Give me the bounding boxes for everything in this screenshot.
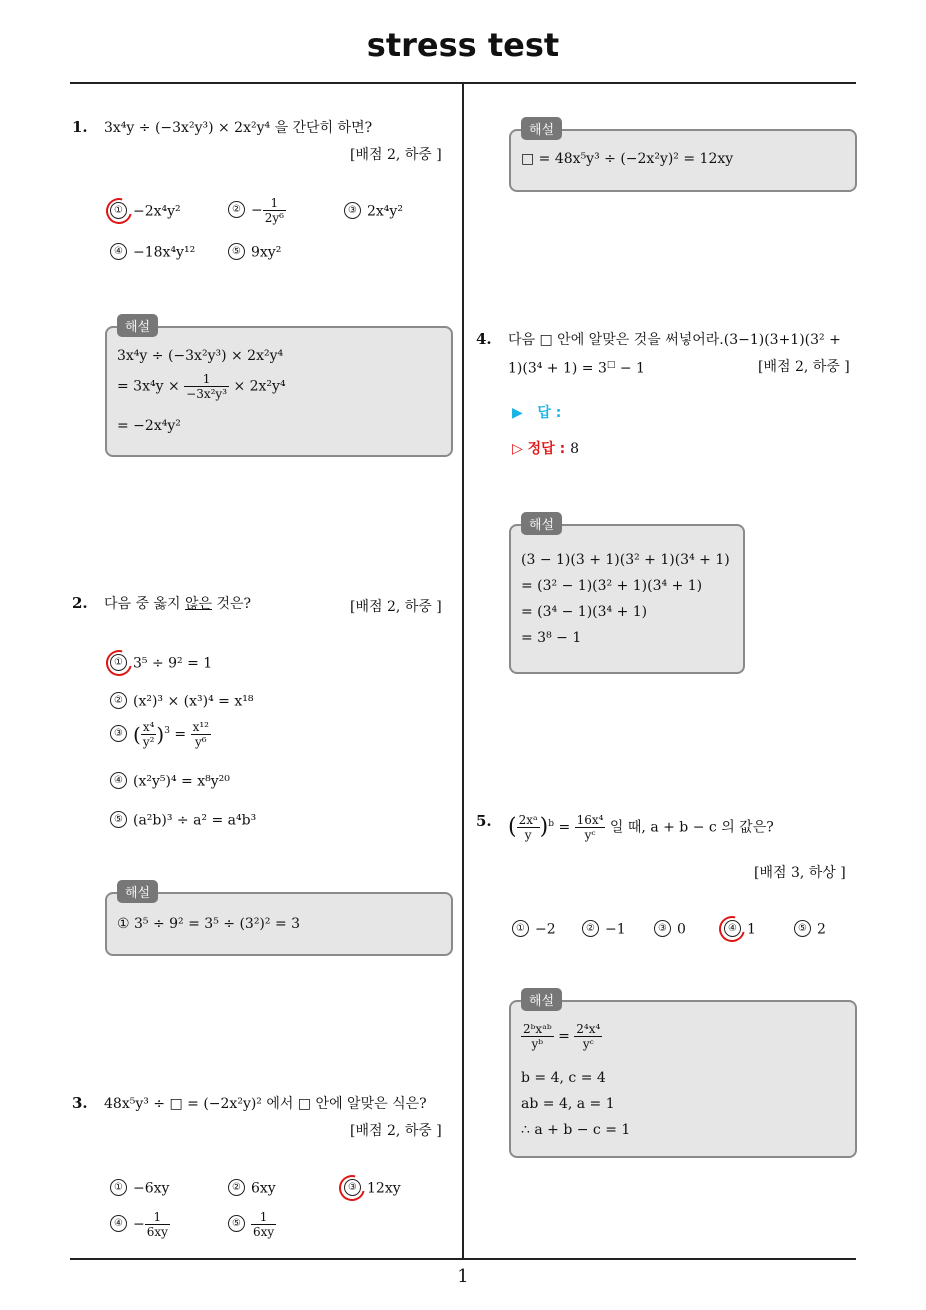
q3-text: 48x⁵y³ ÷ □ = (−2x²y)² 에서 □ 안에 알맞은 식은? (104, 1096, 427, 1112)
option-text: 2 (817, 921, 826, 938)
option-number: ③ (654, 920, 671, 937)
option-number: ③ (110, 725, 127, 742)
solution-label: 해설 (521, 512, 562, 535)
option-number: ⑤ (110, 811, 127, 828)
option-number: ③ (344, 202, 361, 219)
solution-line: □ = 48x⁵y³ ÷ (−2x²y)² = 12xy (521, 151, 734, 167)
option-number: ⑤ (228, 1215, 245, 1232)
option-number: ② (228, 1179, 245, 1196)
solution-line: = (3⁴ − 1)(3⁴ + 1) (521, 604, 648, 620)
option-number: ① (110, 202, 127, 219)
q1-meta: [배점 2, 하중 ] (350, 147, 442, 163)
q1-option-3[interactable] (344, 203, 403, 220)
q1-option-5[interactable] (228, 244, 281, 261)
solution-line: 3x⁴y ÷ (−3x²y³) × 2x²y⁴ (117, 348, 284, 364)
option-text: 3⁵ ÷ 9² = 1 (133, 655, 213, 672)
q2-text: 다음 중 옳지 않은 것은? (104, 596, 252, 612)
solution-line: = −2x⁴y² (117, 418, 181, 434)
q5-option-3[interactable] (654, 921, 686, 938)
q4-number: 4. (476, 330, 492, 348)
option-number: ④ (110, 243, 127, 260)
solution-line: $\frac{\text{2ᵇxᵃᵇ}}{\text{yᵇ}}$ = $\frac{\text{2⁴x⁴}}{\text{yᶜ}}$ (523, 1022, 601, 1051)
q2-number: 2. (72, 594, 88, 612)
q2-option-5[interactable] (110, 812, 256, 829)
q1-text: 3x⁴y ÷ (−3x²y³) × 2x²y⁴ 을 간단히 하면? (104, 120, 373, 136)
triangle-open-icon: ▷ (512, 441, 523, 457)
solution-line: = 3⁸ − 1 (521, 630, 582, 646)
q2-meta: [배점 2, 하중 ] (350, 599, 442, 615)
option-number: ⑤ (794, 920, 811, 937)
option-number: ⑤ (228, 243, 245, 260)
q4-meta: [배점 2, 하중 ] (758, 359, 850, 375)
option-number: ② (228, 201, 245, 218)
q4-text-line1: 다음 □ 안에 알맞은 것을 써넣어라.(3−1)(3+1)(3² + (508, 332, 841, 348)
q2-option-2[interactable] (110, 693, 253, 710)
fraction: $\frac{1}{\text{2y⁶}}$ (264, 196, 284, 225)
q5-solution-box (509, 994, 857, 1158)
q5-option-2[interactable] (582, 921, 626, 938)
option-text: (x²y⁵)⁴ = x⁸y²⁰ (133, 773, 230, 790)
option-number: ① (110, 1179, 127, 1196)
option-text: −18x⁴y¹² (133, 244, 196, 261)
solution-line: = 3x⁴y × $\frac{1}{\text{−3x²y³}}$ × 2x²y⁴ (117, 372, 286, 401)
option-text: 12xy (367, 1180, 401, 1197)
solution-line: ① 3⁵ ÷ 9² = 3⁵ ÷ (3²)² = 3 (117, 916, 301, 932)
q2-option-4[interactable] (110, 773, 230, 790)
q3-number: 3. (72, 1094, 88, 1112)
solution-label: 해설 (117, 314, 158, 337)
q3-option-4[interactable]: ④ − $\frac{1}{6xy}$ (110, 1210, 170, 1239)
correct-answer: ▷ 정답 : 8 (512, 441, 579, 457)
option-text: 2x⁴y² (367, 203, 403, 220)
q5-number: 5. (476, 812, 492, 830)
option-number: ③ (344, 1179, 361, 1196)
option-text: (a²b)³ ÷ a² = a⁴b³ (133, 812, 257, 829)
solution-label: 해설 (117, 880, 158, 903)
q3-option-5[interactable]: ⑤ $\frac{1}{6xy}$ (228, 1210, 276, 1239)
option-text: 0 (677, 921, 686, 938)
answer-mark (101, 645, 137, 681)
q1-option-4[interactable] (110, 244, 195, 261)
option-text: 6xy (251, 1180, 276, 1197)
q1-option-2[interactable] (228, 196, 286, 225)
answer-mark (334, 1170, 370, 1206)
q4-text-line2: 1)(3⁴ + 1) = 3□ − 1 (508, 360, 645, 377)
q1-solution-box (105, 320, 453, 457)
page-title: stress test (366, 26, 560, 64)
option-number: ④ (724, 920, 741, 937)
solution-label: 해설 (521, 988, 562, 1011)
option-number: ② (110, 692, 127, 709)
q3-option-2[interactable] (228, 1180, 276, 1197)
option-text: −1 (605, 921, 626, 938)
answer-mark (714, 911, 750, 947)
bottom-rule (70, 1258, 856, 1260)
option-number: ④ (110, 772, 127, 789)
solution-line: ab = 4, a = 1 (521, 1096, 615, 1112)
solution-line: = (3² − 1)(3² + 1)(3⁴ + 1) (521, 578, 703, 594)
option-number: ① (512, 920, 529, 937)
option-text: −6xy (133, 1180, 170, 1197)
solution-line: (3 − 1)(3 + 1)(3² + 1)(3⁴ + 1) (521, 552, 730, 568)
answer-mark (101, 193, 137, 229)
solution-line: b = 4, c = 4 (521, 1070, 606, 1086)
option-number: ④ (110, 1215, 127, 1232)
page-number: 1 (457, 1266, 469, 1287)
q3-solution-box (509, 123, 857, 192)
q5-meta: [배점 3, 하상 ] (754, 865, 846, 881)
option-text: − (133, 1216, 145, 1233)
option-number: ① (110, 654, 127, 671)
option-text: − (251, 202, 263, 219)
q1-number: 1. (72, 118, 88, 136)
q2-solution-box (105, 886, 453, 956)
option-text: 9xy² (251, 244, 282, 261)
q3-meta: [배점 2, 하중 ] (350, 1123, 442, 1139)
q4-solution-box (509, 518, 745, 674)
option-number: ② (582, 920, 599, 937)
q3-option-1[interactable] (110, 1180, 169, 1197)
option-text: (x²)³ × (x³)⁴ = x¹⁸ (133, 693, 254, 710)
q2-option-3[interactable]: ③ ( $\frac{\text{x⁴}}{\text{y²}}$ )$^3$ = $\frac{\text{x¹²}}{\text{y⁶}}$ (110, 720, 211, 749)
triangle-filled-icon: ▶ (512, 405, 523, 421)
q5-option-1[interactable] (512, 921, 556, 938)
q5-option-5[interactable] (794, 921, 826, 938)
answer-field-label[interactable]: ▶ 답 : (512, 405, 562, 421)
q5-text: ( $\frac{\text{2xᵃ}}{y}$ )$^b$ = $\frac{\text{16x⁴}}{\text{yᶜ}}$ 일 때, a + b − c 의 값은? (508, 813, 774, 843)
solution-label: 해설 (521, 117, 562, 140)
option-text: 1 (747, 921, 756, 938)
option-text: −2x⁴y² (133, 203, 181, 220)
column-divider (462, 83, 464, 1258)
option-text: −2 (535, 921, 556, 938)
solution-line: ∴ a + b − c = 1 (521, 1122, 631, 1138)
